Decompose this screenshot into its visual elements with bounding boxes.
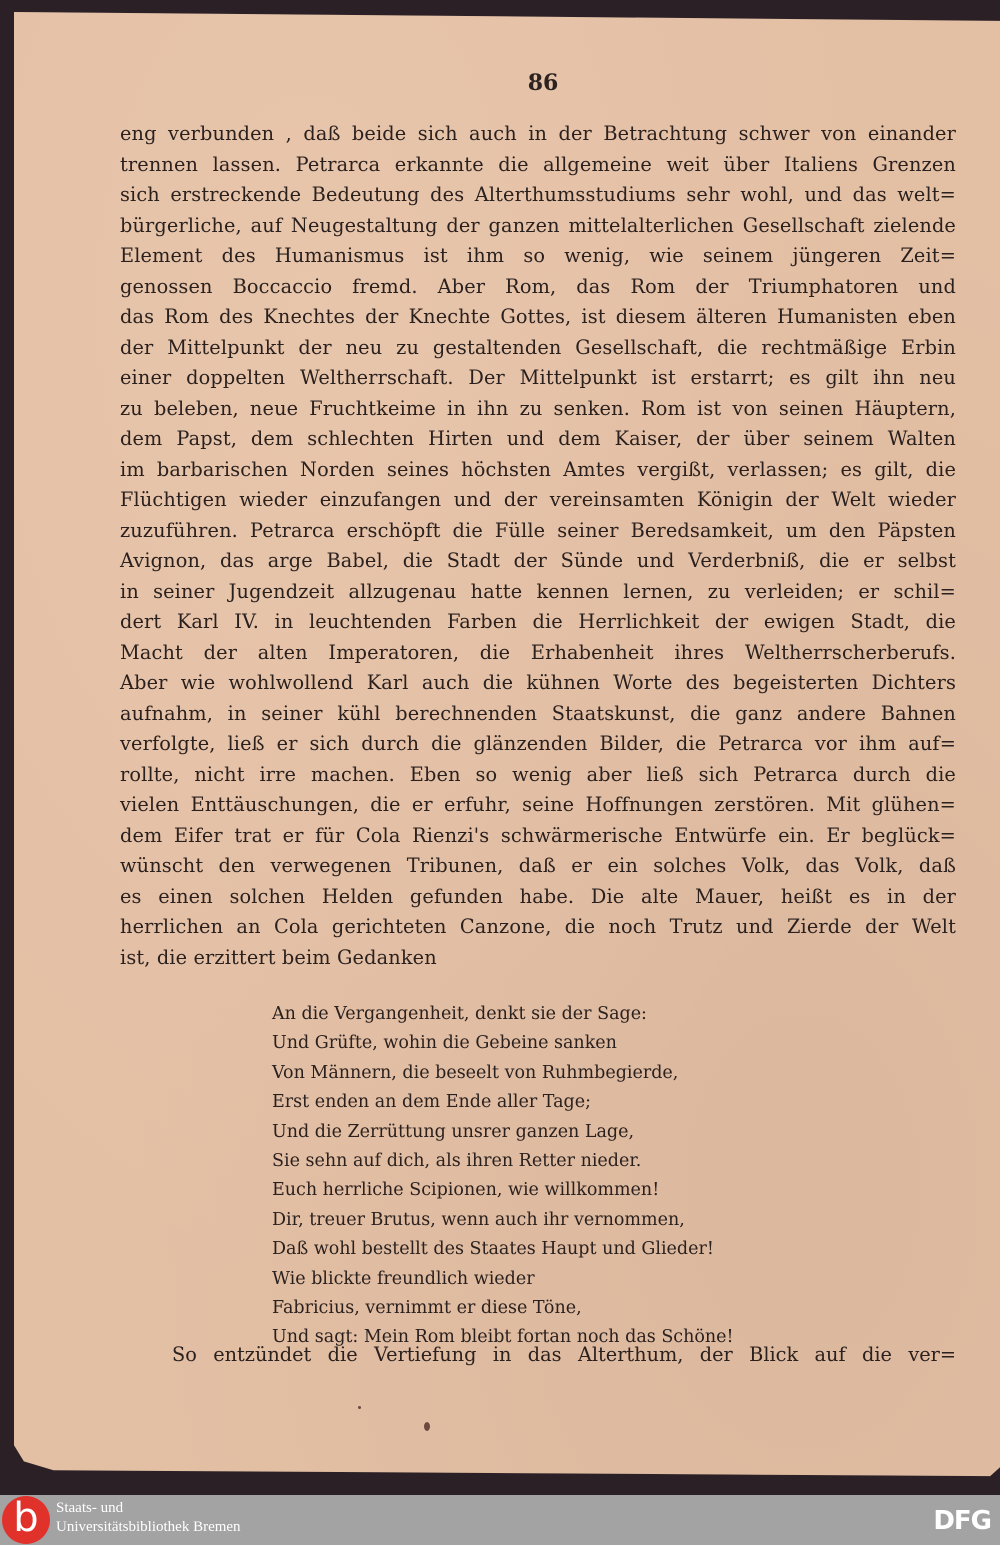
text-line: der Mittelpunkt der neu zu gestaltenden Gesellschaft, die rechtmäßige Erbin [120,335,956,359]
text-line: ist, die erzittert beim Gedanken [120,945,437,969]
poem-line: Daß wohl bestellt des Staates Haupt und Glieder! [272,1239,714,1260]
text-line: wünscht den verwegenen Tribunen, daß er ein solches Volk, das Volk, daß [120,854,956,877]
poem-line: Euch herrliche Scipionen, wie willkommen! [272,1180,660,1201]
text-line: zuzuführen. Petrarca erschöpft die Fülle seiner Beredsamkeit, um den Päpsten [120,518,956,542]
ink-speck [424,1422,430,1431]
poem-line: Sie sehn auf dich, als ihren Retter nieder. [272,1151,642,1172]
text-line: Macht der alten Imperatoren, die Erhabenheit ihres Weltherrscherberufs. [120,640,956,664]
dfg-logo[interactable]: DFG [933,1506,991,1536]
canzone-quote [272,1000,734,1353]
poem-line: Und sagt: Mein Rom bleibt fortan noch das Schöne! [272,1327,734,1348]
text-line: verfolgte, ließ er sich durch die glänzenden Bilder, die Petrarca vor ihm auf= [120,732,956,755]
text-line: genossen Boccaccio fremd. Aber Rom, das Rom der Triumphatoren und [120,274,956,298]
text-line: Aber wie wohlwollend Karl auch die kühnen Worte des begeisterten Dichters [120,671,956,694]
text-line: im barbarischen Norden seines höchsten Amtes vergißt, verlassen; es gilt, die [120,457,956,481]
poem-line: Und Grüfte, wohin die Gebeine sanken [272,1033,617,1054]
library-logo-icon[interactable]: b [2,1496,50,1544]
page-number: 86 [527,70,559,96]
text-line: Flüchtigen wieder einzufangen und der vereinsamten Königin der Welt wieder [120,488,956,511]
text-line: dert Karl IV. in leuchtenden Farben die Herrlichkeit der ewigen Stadt, die [120,610,956,633]
text-line: Element des Humanismus ist ihm so wenig, wie seinem jüngeren Zeit= [120,244,956,267]
poem-line: Wie blickte freundlich wieder [272,1268,535,1289]
closing-line: So entzündet die Vertiefung in das Alterthum, der Blick auf die ver= [172,1343,956,1366]
poem-line: Dir, treuer Brutus, wenn auch ihr vernommen, [272,1209,685,1230]
text-line: dem Eifer trat er für Cola Rienzi's schwärmerische Entwürfe ein. Er beglück= [120,823,956,847]
text-line: rollte, nicht irre machen. Eben so wenig aber ließ sich Petrarca durch die [120,762,956,786]
library-name-line2: Universitätsbibliothek Bremen [56,1519,241,1535]
text-line: es einen solchen Helden gefunden habe. Die alte Mauer, heißt es in der [120,884,956,908]
text-line: vielen Enttäuschungen, die er erfuhr, seine Hoffnungen zerstören. Mit glühen= [120,793,956,816]
text-line: trennen lassen. Petrarca erkannte die allgemeine weit über Italiens Grenzen [120,152,956,176]
text-line: eng verbunden , daß beide sich auch in der Betrachtung schwer von einander [120,122,956,145]
library-name[interactable] [56,1499,241,1537]
main-paragraph [120,119,956,973]
text-line: Avignon, das arge Babel, die Stadt der Sünde und Verderbniß, die er selbst [120,549,956,572]
text-line: einer doppelten Weltherrschaft. Der Mittelpunkt ist erstarrt; es gilt ihn neu [120,366,956,389]
ink-speck [358,1406,361,1409]
poem-line: Und die Zerrüttung unsrer ganzen Lage, [272,1121,635,1142]
text-line: zu beleben, neue Fruchtkeime in ihn zu senken. Rom ist von seinen Häuptern, [120,396,956,420]
text-line: aufnahm, in seiner kühl berechnenden Staatskunst, die ganz andere Bahnen [120,701,956,725]
poem-line: An die Vergangenheit, denkt sie der Sage: [272,1004,647,1024]
text-line: bürgerliche, auf Neugestaltung der ganzen mittelalterlichen Gesellschaft zielende [120,213,956,237]
library-name-line1: Staats- und [56,1500,124,1516]
poem-line: Fabricius, vernimmt er diese Töne, [272,1298,582,1319]
poem-line: Von Männern, die beseelt von Ruhmbegierde, [272,1062,679,1083]
text-line: sich erstreckende Bedeutung des Alterthumsstudiums sehr wohl, und das welt= [120,183,956,206]
text-line: herrlichen an Cola gerichteten Canzone, die noch Trutz und Zierde der Welt [120,915,956,938]
text-line: in seiner Jugendzeit allzugenau hatte kennen lernen, zu verleiden; er schil= [120,579,956,603]
poem-line: Erst enden an dem Ende aller Tage; [272,1092,591,1113]
text-line: dem Papst, dem schlechten Hirten und dem Kaiser, der über seinem Walten [120,427,956,450]
text-line: das Rom des Knechtes der Knechte Gottes, ist diesem älteren Humanisten eben [120,305,956,328]
